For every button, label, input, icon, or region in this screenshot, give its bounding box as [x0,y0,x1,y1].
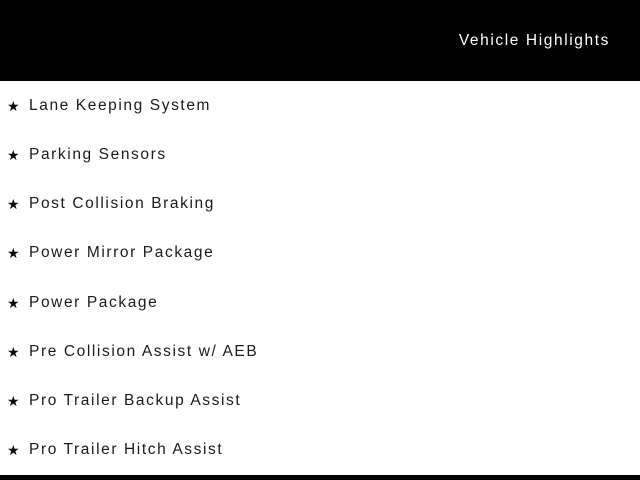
list-item [0,278,640,327]
list-item-label: Pro Trailer Backup Assist [29,392,242,410]
star-icon: ★ [7,393,20,410]
list-item-label: Power Package [29,293,159,311]
list-item-label: Lane Keeping System [29,96,212,114]
list-item-label: Power Mirror Package [29,244,215,262]
star-icon: ★ [7,294,20,311]
footer-bar [0,475,640,480]
page-title: Vehicle Highlights [458,31,610,49]
highlights-list [0,81,640,475]
list-item [0,130,640,179]
star-icon: ★ [7,196,20,213]
star-icon: ★ [7,146,20,163]
list-item [0,229,640,278]
list-item-label: Post Collision Braking [29,195,215,213]
list-item [0,327,640,376]
star-icon: ★ [7,245,20,262]
star-icon: ★ [7,442,20,459]
list-item [0,81,640,130]
header-bar [0,0,640,81]
star-icon: ★ [7,343,20,360]
list-item-label: Pre Collision Assist w/ AEB [29,342,259,360]
list-item [0,377,640,426]
list-item-label: Parking Sensors [29,145,167,163]
list-item-label: Pro Trailer Hitch Assist [29,441,224,459]
star-icon: ★ [7,97,20,114]
list-item [0,180,640,229]
list-item [0,426,640,475]
